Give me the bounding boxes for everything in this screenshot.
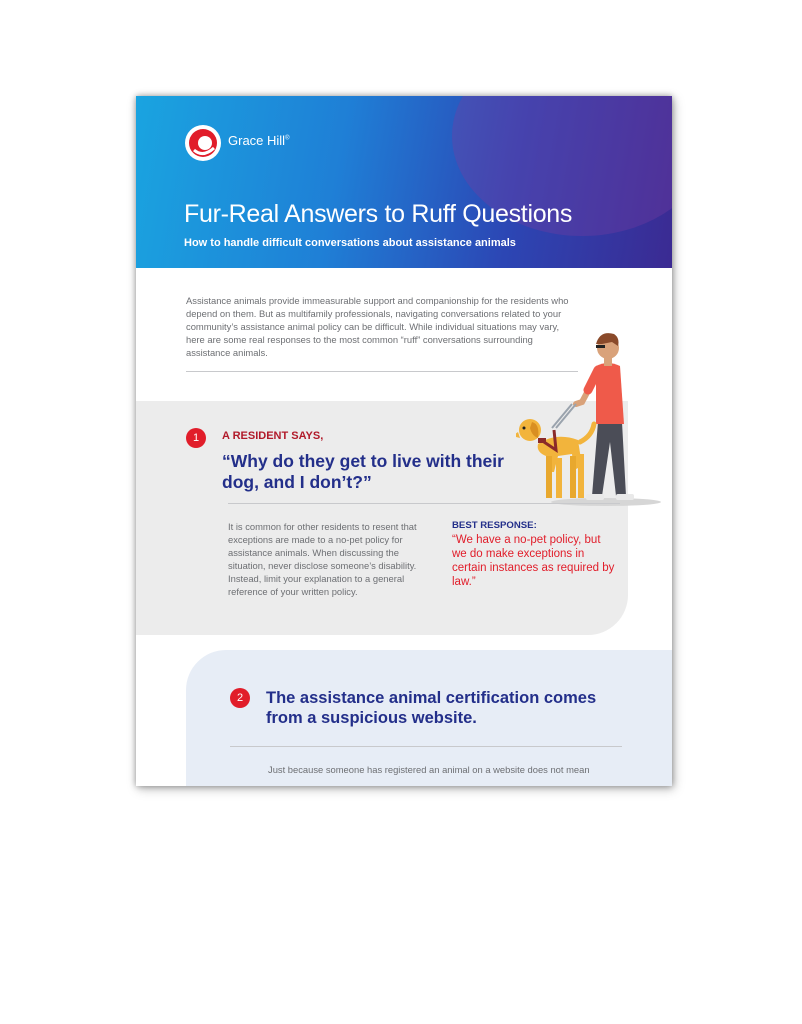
best-response-label: BEST RESPONSE: (452, 520, 537, 531)
page-subtitle: How to handle difficult conversations about assistance animals (184, 237, 516, 249)
section-1-explanation: It is common for other residents to resent that exceptions are made to a no-pet policy for assistance animals. When discussing the situation, never disclose someone’s disability. Instead, limit your explanation to a general reference of your written policy. (228, 521, 417, 597)
section-1-divider (228, 503, 620, 504)
section-1-label: A RESIDENT SAYS, (222, 430, 324, 442)
brand-name: Grace Hill® (228, 133, 290, 148)
man-with-guide-dog-illustration (516, 324, 666, 508)
section-2-paragraph: Just because someone has registered an animal on a website does not mean (268, 764, 590, 775)
section-2-number-badge: 2 (230, 688, 250, 708)
section-1-number-badge: 1 (186, 428, 206, 448)
grace-hill-logo-icon (184, 124, 222, 162)
best-response-text: “We have a no-pet policy, but we do make exceptions in certain instances as required by law.” (452, 534, 615, 588)
intro-paragraph: Assistance animals provide immeasurable support and companionship for the residents who depend on them. But as multifamily professionals, navigating conversations related to your community’s assistance animal policy can be difficult. While individual situations may vary, here are some real responses to the most common “ruff” conversations surrounding assistance animals. (186, 295, 569, 358)
header-banner (136, 96, 672, 268)
section-2-heading: The assistance animal certification comes from a suspicious website. (266, 689, 597, 727)
section-1-quote: “Why do they get to live with their dog, and I don’t?” (222, 451, 504, 492)
page-title: Fur-Real Answers to Ruff Questions (184, 200, 573, 228)
section-2-divider (230, 746, 622, 747)
document-page (136, 96, 672, 786)
